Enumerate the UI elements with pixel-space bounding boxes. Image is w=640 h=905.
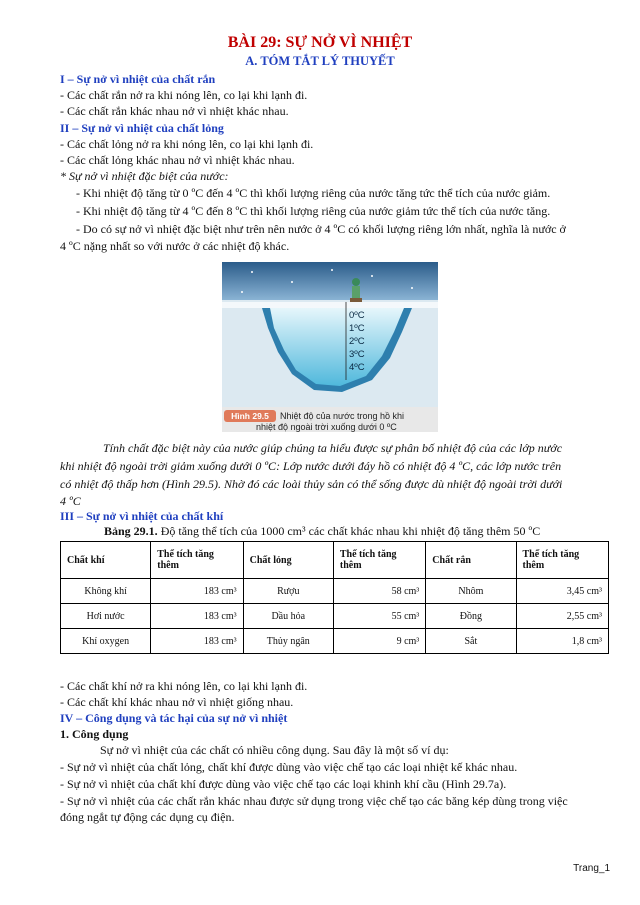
section-4-heading: IV – Công dụng và tác hại của sự nở vì nhiệt bbox=[60, 711, 288, 725]
table-row bbox=[61, 604, 609, 629]
section-4-line-3b: đóng ngắt tự động các dụng cụ điện. bbox=[60, 810, 235, 824]
lake-illustration bbox=[222, 262, 438, 432]
section-4-line-1: - Sự nở vì nhiệt của chất lỏng, chất khí được dùng vào việc chế tạo các loại nhiệt kế khác nhau. bbox=[60, 760, 518, 774]
cell-gas: Không khí bbox=[61, 579, 151, 604]
header-gas-volume: Thể tích tăng thêm bbox=[151, 542, 243, 579]
temperature-label: 4ºC bbox=[349, 362, 365, 373]
paragraph-line-2: khi nhiệt độ ngoài trời giảm xuống dưới 0 ºC: Lớp nước dưới đáy hồ có nhiệt độ 4 ºC, các lớp nước trên bbox=[60, 459, 562, 473]
section-2-line-1: - Các chất lỏng nở ra khi nóng lên, co lại khi lạnh đi. bbox=[60, 137, 314, 151]
water-bullet-2: - Khi nhiệt độ tăng từ 4 ºC đến 8 ºC thì khối lượng riêng của nước giảm tức thể tích của nước tăng. bbox=[76, 204, 551, 218]
water-bullet-3b: 4 ºC nặng nhất so với nước ở các nhiệt độ khác. bbox=[60, 239, 290, 253]
figure-caption-1: Nhiệt độ của nước trong hồ khi bbox=[280, 411, 404, 421]
cell-liquid-volume: 9 cm³ bbox=[333, 629, 425, 654]
cell-gas-volume: 183 cm³ bbox=[151, 604, 243, 629]
figure-label: Hình 29.5 bbox=[231, 411, 269, 421]
section-1-line-2: - Các chất rắn khác nhau nở vì nhiệt khác nhau. bbox=[60, 104, 289, 118]
cell-solid-volume: 3,45 cm³ bbox=[516, 579, 608, 604]
water-bullet-1: - Khi nhiệt độ tăng từ 0 ºC đến 4 ºC thì khối lượng riêng của nước tăng tức thể tích của nước giảm. bbox=[76, 186, 551, 200]
section-3-line-2: - Các chất khí khác nhau nở vì nhiệt giống nhau. bbox=[60, 695, 294, 709]
cell-gas-volume: 183 cm³ bbox=[151, 579, 243, 604]
header-solid-volume: Thể tích tăng thêm bbox=[516, 542, 608, 579]
section-4-intro: Sự nở vì nhiệt của các chất có nhiều công dụng. Sau đây là một số ví dụ: bbox=[100, 743, 449, 757]
table-caption-label: Bảng 29.1. bbox=[104, 524, 158, 538]
header-liquid: Chất lỏng bbox=[243, 542, 333, 579]
water-note: * Sự nở vì nhiệt đặc biệt của nước: bbox=[60, 169, 229, 183]
page-number: Trang_1 bbox=[573, 863, 610, 874]
cell-liquid: Thủy ngân bbox=[243, 629, 333, 654]
cell-liquid: Rượu bbox=[243, 579, 333, 604]
cell-liquid-volume: 58 cm³ bbox=[333, 579, 425, 604]
temperature-label: 2ºC bbox=[349, 336, 365, 347]
cell-gas: Khí oxygen bbox=[61, 629, 151, 654]
section-4-subheading: 1. Công dụng bbox=[60, 727, 129, 741]
cell-gas: Hơi nước bbox=[61, 604, 151, 629]
section-3-line-1: - Các chất khí nở ra khi nóng lên, co lại khi lạnh đi. bbox=[60, 679, 308, 693]
table-caption bbox=[104, 524, 540, 539]
table-header-row bbox=[61, 542, 609, 579]
table-row bbox=[61, 579, 609, 604]
cell-liquid-volume: 55 cm³ bbox=[333, 604, 425, 629]
lake-figure bbox=[222, 262, 438, 432]
cell-solid: Sắt bbox=[426, 629, 516, 654]
section-2-heading: II – Sự nở vì nhiệt của chất lỏng bbox=[60, 121, 224, 135]
section-1-heading: I – Sự nở vì nhiệt của chất rắn bbox=[60, 72, 216, 86]
section-4-line-3a: - Sự nở vì nhiệt của các chất rắn khác nhau được sử dụng trong việc chế tạo các băng kép dùng trong việc bbox=[60, 794, 568, 808]
section-2-line-2: - Các chất lỏng khác nhau nở vì nhiệt khác nhau. bbox=[60, 153, 295, 167]
header-solid: Chất rắn bbox=[426, 542, 516, 579]
expansion-table bbox=[60, 541, 609, 654]
section-3-heading: III – Sự nở vì nhiệt của chất khí bbox=[60, 509, 224, 523]
cell-solid-volume: 2,55 cm³ bbox=[516, 604, 608, 629]
table-caption-text: Độ tăng thể tích của 1000 cm³ các chất khác nhau khi nhiệt độ tăng thêm 50 ºC bbox=[160, 524, 541, 538]
paragraph-line-1: Tính chất đặc biệt này của nước giúp chúng ta hiểu được sự phân bố nhiệt độ của các lớp nước bbox=[103, 441, 563, 455]
section-1-line-1: - Các chất rắn nở ra khi nóng lên, co lại khi lạnh đi. bbox=[60, 88, 308, 102]
section-4-line-2: - Sự nở vì nhiệt của chất khí được dùng vào việc chế tạo các loại khinh khí cầu (Hình 29.7a). bbox=[60, 777, 507, 791]
cell-liquid: Dầu hỏa bbox=[243, 604, 333, 629]
header-gas: Chất khí bbox=[61, 542, 151, 579]
cell-solid-volume: 1,8 cm³ bbox=[516, 629, 608, 654]
cell-solid: Đồng bbox=[426, 604, 516, 629]
temperature-labels bbox=[349, 310, 365, 373]
water-bullet-3a: - Do có sự nở vì nhiệt đặc biệt như trên nên nước ở 4 ºC có khối lượng riêng lớn nhất, nghĩa là nước ở bbox=[76, 222, 566, 236]
cell-gas-volume: 183 cm³ bbox=[151, 629, 243, 654]
temperature-label: 0ºC bbox=[349, 310, 365, 321]
header-liquid-volume: Thể tích tăng thêm bbox=[333, 542, 425, 579]
cell-solid: Nhôm bbox=[426, 579, 516, 604]
paragraph-line-4: 4 ºC bbox=[60, 494, 81, 508]
figure-caption-2: nhiệt độ ngoài trời xuống dưới 0 ºC bbox=[256, 422, 397, 432]
temperature-label: 1ºC bbox=[349, 323, 365, 334]
paragraph-line-3: có nhiệt độ thấp hơn (Hình 29.5). Nhờ đó các loài thủy sản có thể sống được dù nhiệt độ ngoài trời dưới bbox=[60, 477, 563, 491]
lesson-subtitle: A. TÓM TẮT LÝ THUYẾT bbox=[245, 54, 395, 68]
table-row bbox=[61, 629, 609, 654]
lesson-title: BÀI 29: SỰ NỞ VÌ NHIỆT bbox=[227, 34, 413, 51]
temperature-label: 3ºC bbox=[349, 349, 365, 360]
